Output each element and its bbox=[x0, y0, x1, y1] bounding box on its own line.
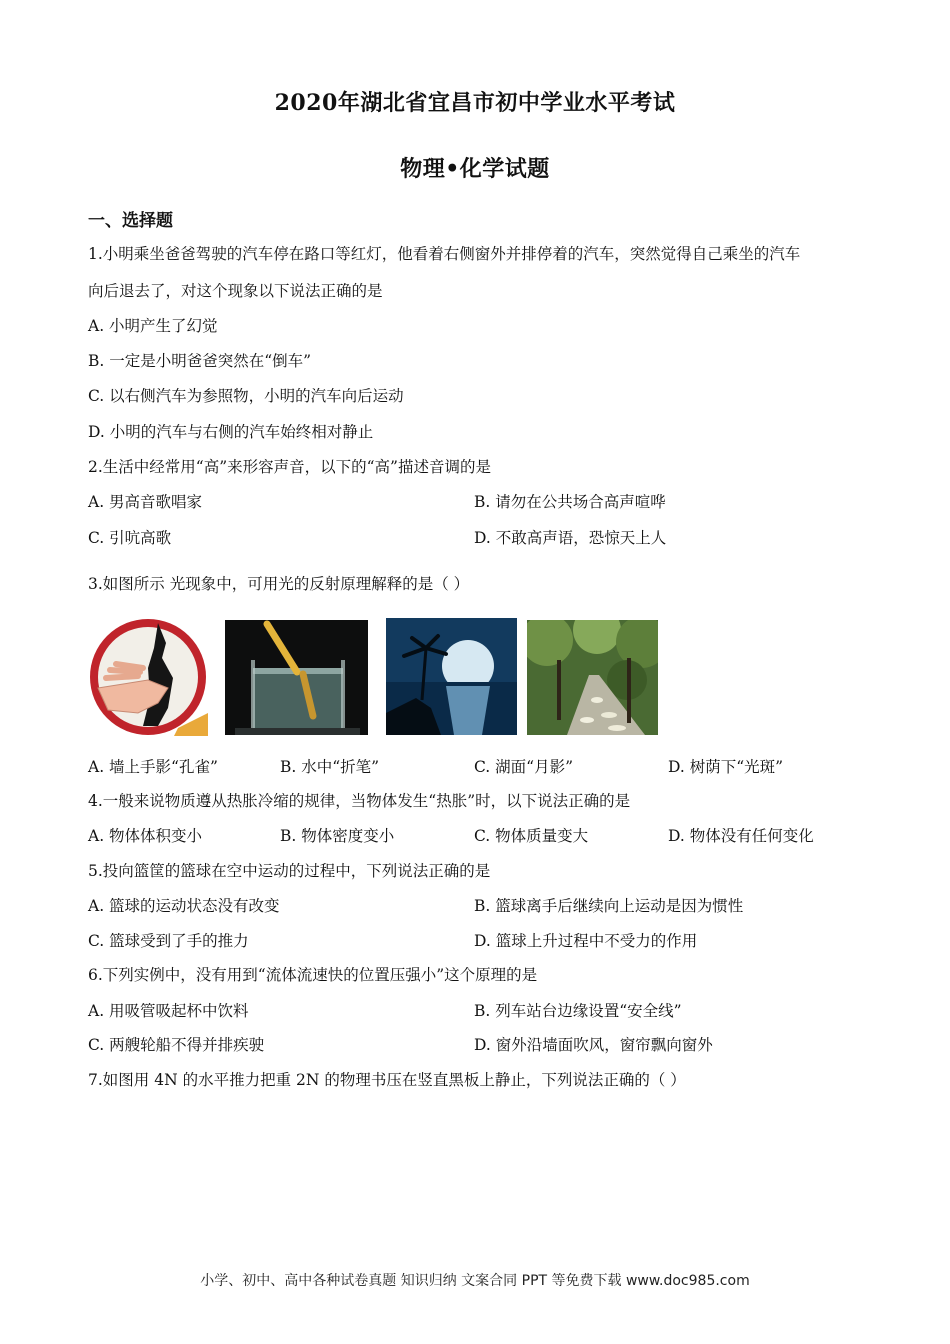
q3-option-d: D. 树荫下“光斑” bbox=[668, 758, 784, 776]
tree-shade-light-spots-image bbox=[527, 620, 658, 735]
moon-reflection-lake-image bbox=[386, 618, 517, 735]
q4-option-c: C. 物体质量变大 bbox=[474, 827, 589, 845]
footer-text: 小学、初中、高中各种试卷真题 知识归纳 文案合同 PPT 等免费下载 www.doc985.com bbox=[200, 1273, 750, 1289]
q5-option-b: B. 篮球离手后继续向上运动是因为惯性 bbox=[474, 897, 744, 915]
section-heading: 一、选择题 bbox=[88, 211, 173, 231]
q2-option-c: C. 引吭高歌 bbox=[88, 529, 172, 547]
q4-option-b: B. 物体密度变小 bbox=[280, 827, 395, 845]
q6-stem: 6.下列实例中，没有用到“流体流速快的位置压强小”这个原理的是 bbox=[88, 966, 538, 984]
q1-stem-line2: 向后退去了，对这个现象以下说法正确的是 bbox=[88, 282, 383, 300]
q1-stem-line1: 1.小明乘坐爸爸驾驶的汽车停在路口等红灯，他看着右侧窗外并排停着的汽车，突然觉得自己乘坐的汽车 bbox=[88, 245, 801, 263]
q6-option-c: C. 两艘轮船不得并排疾驶 bbox=[88, 1036, 265, 1054]
q3-option-c: C. 湖面“月影” bbox=[474, 758, 574, 776]
q1-option-a: A. 小明产生了幻觉 bbox=[88, 317, 218, 335]
q5-option-c: C. 篮球受到了手的推力 bbox=[88, 932, 249, 950]
pencil-in-water-image bbox=[225, 620, 368, 735]
q4-stem: 4.一般来说物质遵从热胀冷缩的规律，当物体发生“热胀”时，以下说法正确的是 bbox=[88, 792, 631, 810]
q7-stem: 7.如图用 4N 的水平推力把重 2N 的物理书压在竖直黑板上静止，下列说法正确的（ ） bbox=[88, 1071, 686, 1089]
q5-option-d: D. 篮球上升过程中不受力的作用 bbox=[474, 932, 698, 950]
q2-option-a: A. 男高音歌唱家 bbox=[88, 493, 203, 511]
q6-option-a: A. 用吸管吸起杯中饮料 bbox=[88, 1002, 249, 1020]
q5-option-a: A. 篮球的运动状态没有改变 bbox=[88, 897, 280, 915]
q1-option-b: B. 一定是小明爸爸突然在“倒车” bbox=[88, 352, 312, 370]
q4-option-a: A. 物体体积变小 bbox=[88, 827, 203, 845]
q3-stem: 3.如图所示 光现象中，可用光的反射原理解释的是（ ） bbox=[88, 575, 470, 593]
q4-option-d: D. 物体没有任何变化 bbox=[668, 827, 814, 845]
q2-option-b: B. 请勿在公共场合高声喧哗 bbox=[474, 493, 666, 511]
q5-stem: 5.投向篮筐的篮球在空中运动的过程中，下列说法正确的是 bbox=[88, 862, 491, 880]
exam-title: 2020年湖北省宜昌市初中学业水平考试 bbox=[274, 90, 676, 116]
q2-option-d: D. 不敢高声语，恐惊天上人 bbox=[474, 529, 667, 547]
q6-option-b: B. 列车站台边缘设置“安全线” bbox=[474, 1002, 682, 1020]
q2-stem: 2.生活中经常用“高”来形容声音，以下的“高”描述音调的是 bbox=[88, 458, 491, 476]
q3-option-a: A. 墙上手影“孔雀” bbox=[88, 758, 218, 776]
q6-option-d: D. 窗外沿墙面吹风，窗帘飘向窗外 bbox=[474, 1036, 713, 1054]
q1-option-d: D. 小明的汽车与右侧的汽车始终相对静止 bbox=[88, 423, 374, 441]
exam-subtitle: 物理•化学试题 bbox=[400, 156, 550, 182]
q1-option-c: C. 以右侧汽车为参照物，小明的汽车向后运动 bbox=[88, 387, 404, 405]
q3-option-b: B. 水中“折笔” bbox=[280, 758, 380, 776]
hand-shadow-peacock-image bbox=[88, 618, 208, 736]
